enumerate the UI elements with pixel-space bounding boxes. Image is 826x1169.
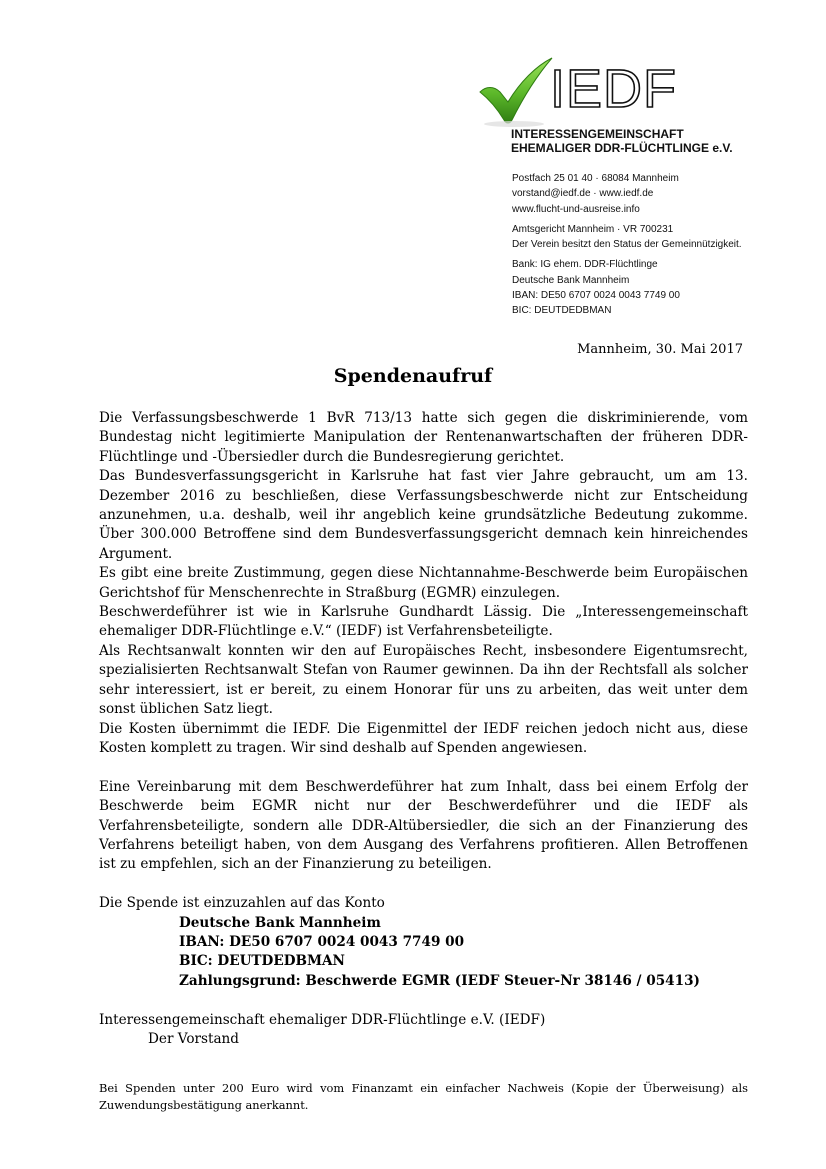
sender-address-block [512, 171, 802, 324]
signature-board: Der Vorstand [148, 1030, 240, 1047]
logo-letters: IEDF [550, 59, 678, 119]
charity-status-line: Der Verein besitzt den Status der Gemeinnützigkeit. [512, 239, 742, 251]
address-line: Postfach 25 01 40 · 68084 Mannheim [512, 173, 679, 184]
bank-holder-line: Bank: IG ehem. DDR-Flüchtlinge [512, 259, 658, 271]
letter-date: Mannheim, 30. Mai 2017 [577, 342, 743, 357]
agreement-paragraph: Eine Vereinbarung mit dem Beschwerdeführer hat zum Inhalt, dass bei einem Erfolg der Beschwerde beim EGMR nicht nur der Beschwerdeführer und die IEDF als Verfahrensbeteiligte, sondern alle DDR-Altübersiedler, die sich an der Finanzierung des Verfahrens beteiligt haben, von dem Ausgang des Verfahrens profitieren. Allen Betroffenen ist zu empfehlen, sich an der Finanzierung zu beteiligen. [99, 778, 748, 873]
paragraph: Die Kosten übernimmt die IEDF. Die Eigenmittel der IEDF reichen jedoch nicht aus, diese Kosten komplett zu tragen. Wir sind deshalb auf Spenden angewiesen. [99, 720, 748, 756]
spacer [99, 758, 748, 777]
logo-subtitle [511, 127, 733, 155]
signature-org: Interessengemeinschaft ehemaliger DDR-Flüchtlinge e.V. (IEDF) [99, 1011, 546, 1028]
donation-iban: IBAN: DE50 6707 0024 0043 7749 00 [179, 933, 465, 950]
donation-intro: Die Spende ist einzuzahlen auf das Konto [99, 895, 385, 912]
logo-subtitle-line2: EHEMALIGER DDR-FLÜCHTLINGE e.V. [511, 141, 733, 155]
footnote: Bei Spenden unter 200 Euro wird vom Finanzamt ein einfacher Nachweis (Kopie der Überweisung) als Zuwendungsbestätigung anerkannt. [99, 1081, 748, 1112]
letter-title: Spendenaufruf [333, 365, 493, 387]
green-checkmark-icon [478, 56, 558, 128]
website-line: www.flucht-und-ausreise.info [512, 203, 640, 215]
contact-group [512, 171, 802, 217]
bank-name-line: Deutsche Bank Mannheim [512, 274, 630, 286]
paragraph: Als Rechtsanwalt konnten wir den auf Europäisches Recht, insbesondere Eigentumsrecht, spezialisierten Rechtsanwalt Stefan von Raumer gewinnen. Da ihn der Rechtsfall als solcher sehr interessiert, ist er bereit, zu einem Honorar für uns zu arbeiten, das weit unter dem sonst üblichen Satz liegt. [99, 642, 748, 718]
paragraph: Die Verfassungsbeschwerde 1 BvR 713/13 hatte sich gegen die diskriminierende, vom Bundestag nicht legitimierte Manipulation der Rentenanwartschaften der früheren DDR-Flüchtlinge und -Übersiedler durch die Bundesregierung gerichtet. [99, 410, 748, 465]
donation-bank-name: Deutsche Bank Mannheim [179, 914, 381, 931]
iedf-logo [478, 56, 758, 156]
spacer [99, 875, 748, 894]
register-group [512, 222, 802, 253]
register-line: Amtsgericht Mannheim · VR 700231 [512, 223, 674, 235]
letter-body [99, 409, 748, 1049]
bank-group [512, 257, 802, 318]
donation-reason: Zahlungsgrund: Beschwerde EGMR (IEDF Steuer-Nr 38146 / 05413) [179, 972, 700, 989]
paragraph: Es gibt eine breite Zustimmung, gegen diese Nichtannahme-Beschwerde beim Europäischen Gerichtshof für Menschenrechte in Straßburg (EGMR) einzulegen. [99, 565, 748, 601]
donation-bank-details [99, 914, 748, 992]
email-web-line: vorstand@iedf.de · www.iedf.de [512, 188, 654, 200]
paragraph: Beschwerdeführer ist wie in Karlsruhe Gundhardt Lässig. Die „Interessengemeinschaft ehemaliger DDR-Flüchtlinge e.V.“ (IEDF) ist Verfahrensbeteiligte. [99, 604, 748, 640]
spacer [99, 991, 748, 1010]
paragraph: Das Bundesverfassungsgericht in Karlsruhe hat fast vier Jahre gebraucht, um am 13. Dezember 2016 zu beschließen, diese Verfassungsbeschwerde nicht zur Entscheidung anzunehmen, u.a. deshalb, weil ihr angeblich keine grundsätzliche Bedeutung zukomme. Über 300.000 Betroffene sind dem Bundesverfassungsgericht demnach kein hinreichendes Argument. [99, 468, 748, 562]
iban-line: IBAN: DE50 6707 0024 0043 7749 00 [512, 290, 680, 302]
logo-subtitle-line1: INTERESSENGEMEINSCHAFT [511, 127, 684, 141]
bic-line: BIC: DEUTDEDBMAN [512, 305, 612, 317]
donation-bic: BIC: DEUTDEDBMAN [179, 953, 345, 970]
